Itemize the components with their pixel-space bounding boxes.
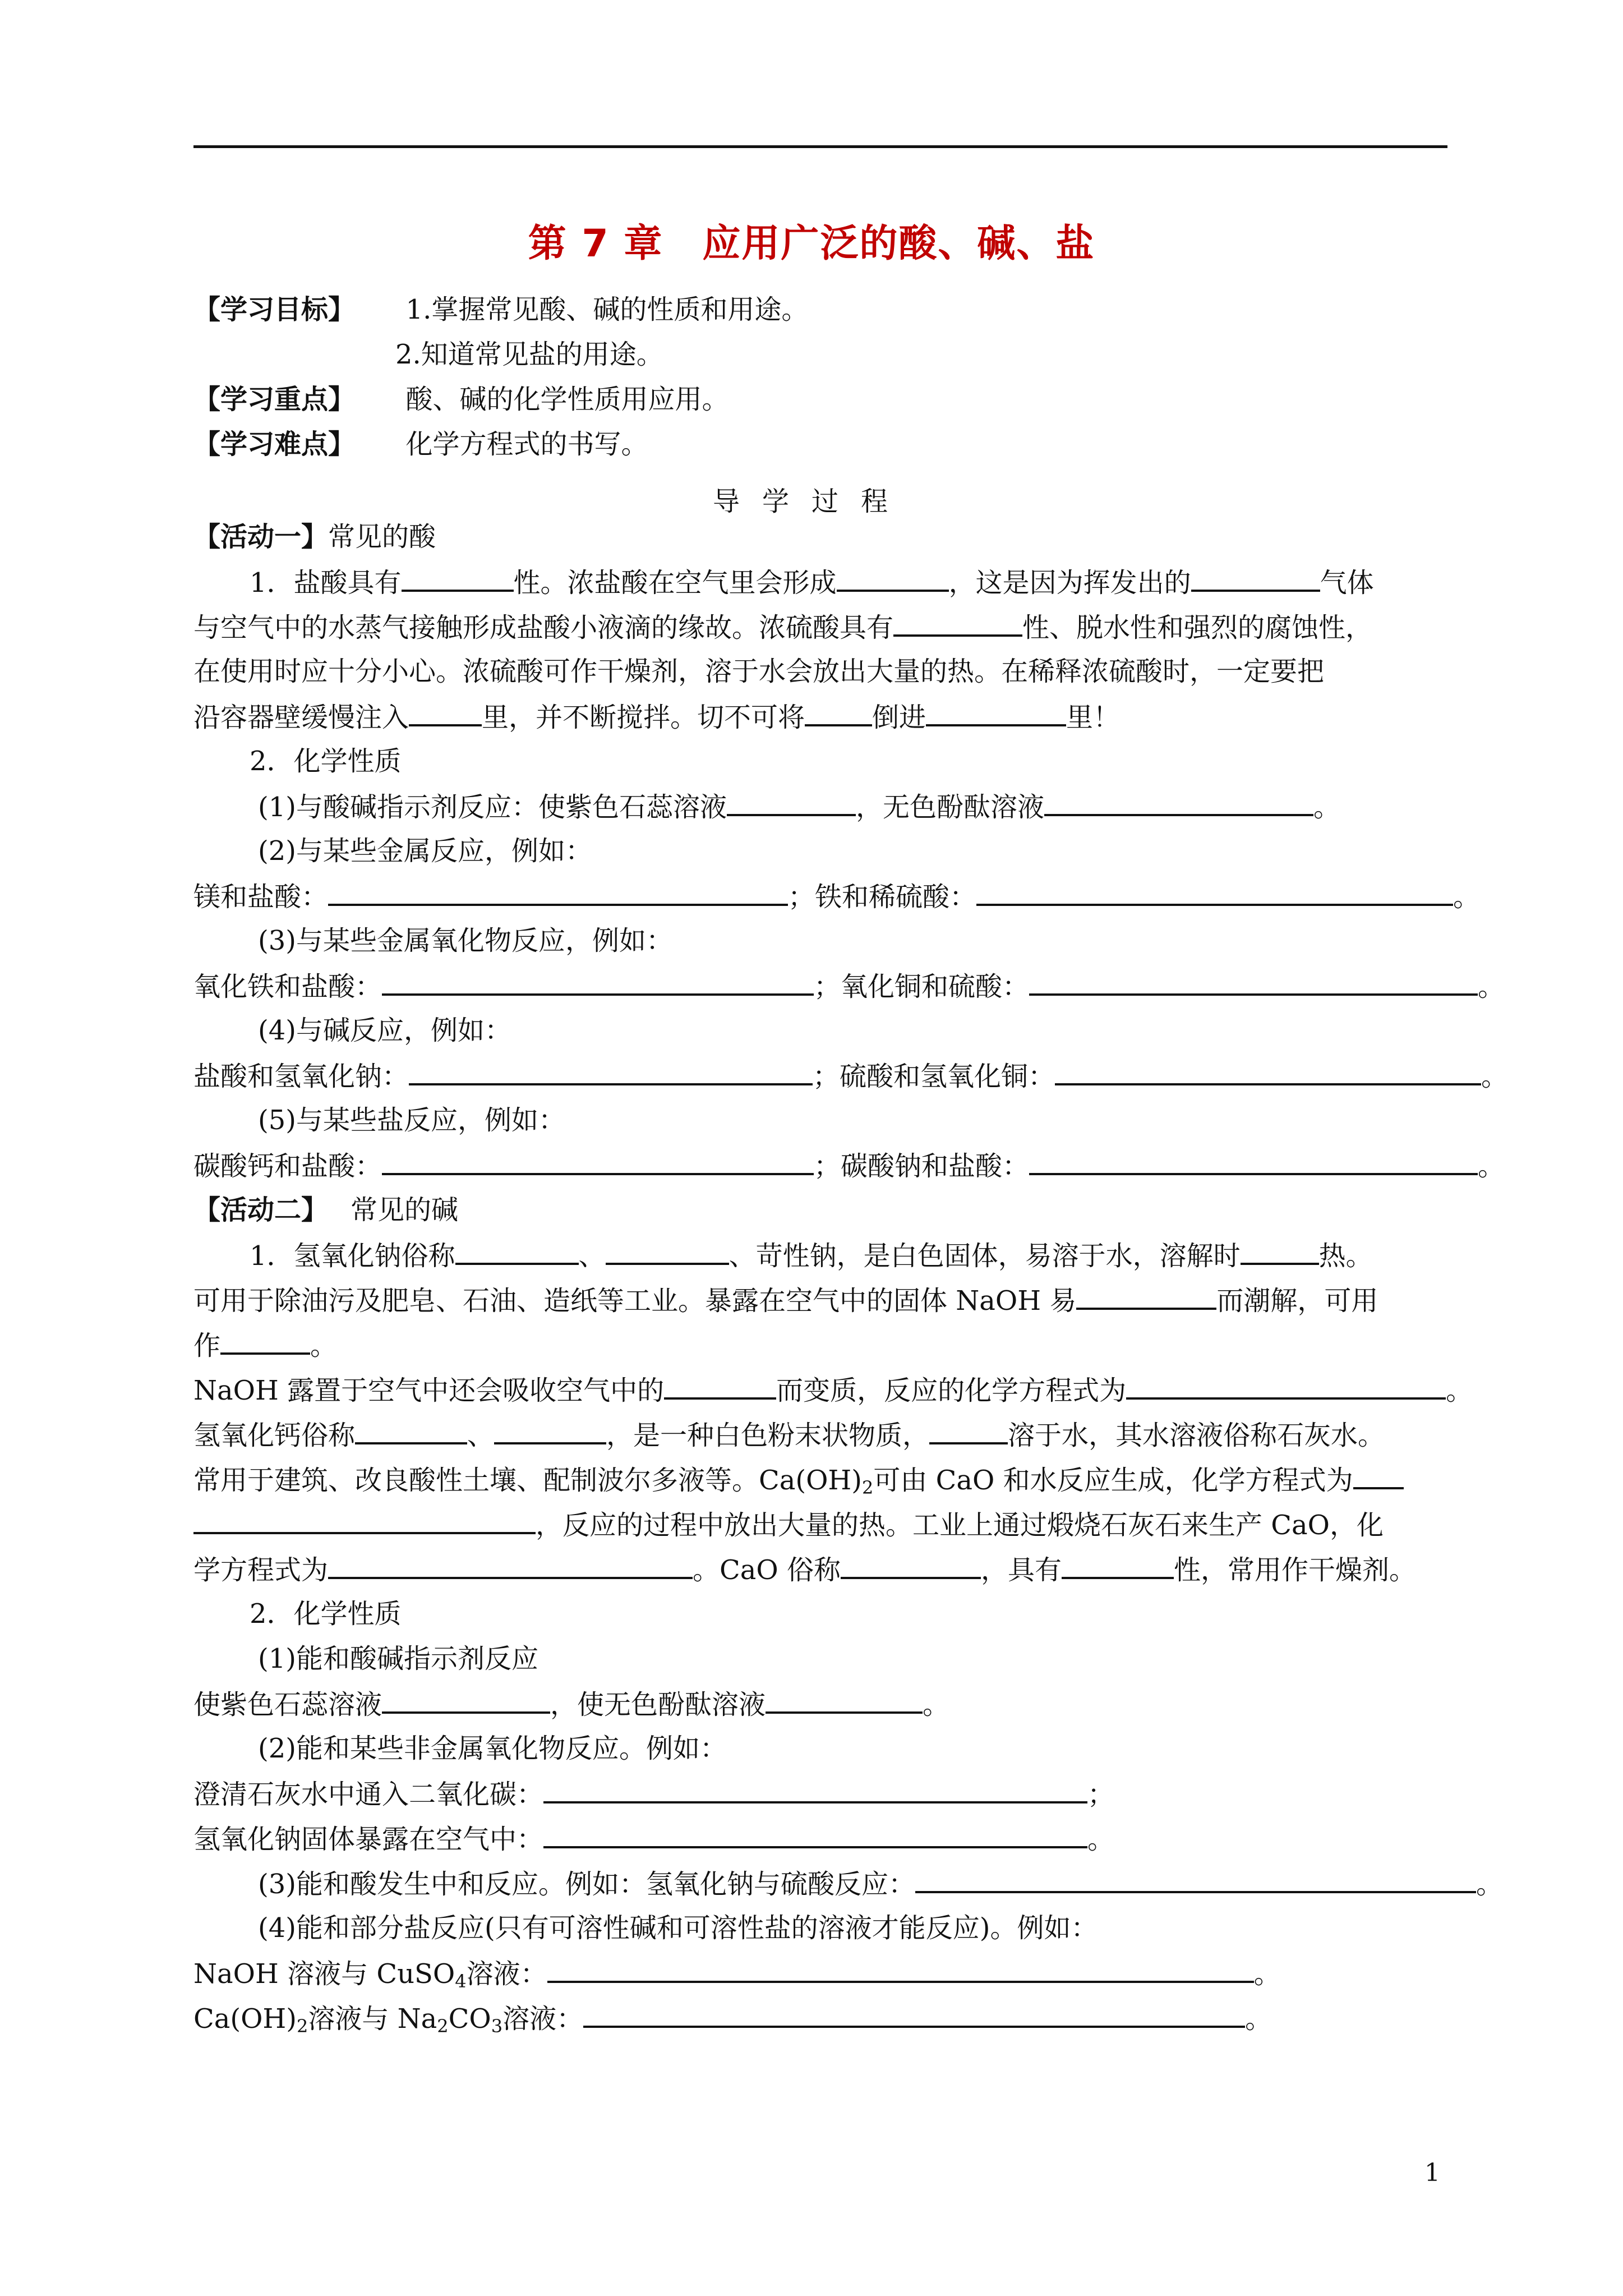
act2-c2-line1: 澄清石灰水中通入二氧化碳： ； bbox=[193, 1775, 1114, 1812]
act1-c4: (4)与碱反应，例如： bbox=[258, 1015, 511, 1046]
act1-c1: (1)与酸碱指示剂反应：使紫色石蕊溶液 ，无色酚酞溶液 。 bbox=[258, 788, 1340, 825]
blank[interactable] bbox=[805, 698, 872, 726]
blank[interactable] bbox=[976, 878, 1453, 906]
act2-c3: (3)能和酸发生中和反应。例如：氢氧化钠与硫酸反应： 。 bbox=[258, 1865, 1503, 1902]
act2-c1-line: 使紫色石蕊溶液 ，使无色酚酞溶液 。 bbox=[193, 1686, 949, 1723]
act1-para1-line1: 1．盐酸具有 性。浓盐酸在空气里会形成 ，这是因为挥发出的 气体 bbox=[250, 564, 1374, 601]
blank[interactable] bbox=[547, 1955, 1254, 1983]
blank[interactable] bbox=[543, 1775, 1087, 1803]
process-heading: 导学过程 bbox=[712, 486, 910, 517]
blank[interactable] bbox=[1126, 1372, 1446, 1400]
blank[interactable] bbox=[841, 1551, 981, 1579]
blank[interactable] bbox=[1029, 1147, 1478, 1175]
difficulty-row bbox=[193, 426, 648, 462]
blank[interactable] bbox=[915, 1865, 1476, 1893]
act2-c4: (4)能和部分盐反应(只有可溶性碱和可溶性盐的溶液才能反应)。例如： bbox=[258, 1912, 1098, 1944]
blank[interactable] bbox=[893, 609, 1022, 637]
blank[interactable] bbox=[837, 564, 949, 592]
goals-label: 【学习目标】 bbox=[193, 294, 356, 325]
act1-c5: (5)与某些盐反应，例如： bbox=[258, 1105, 565, 1136]
activity-1-label: 【活动一】 bbox=[193, 521, 329, 553]
act2-para1-line4: NaOH 露置于空气中还会吸收空气中的 而变质，反应的化学方程式为 。 bbox=[193, 1372, 1473, 1409]
difficulty-label: 【学习难点】 bbox=[193, 429, 356, 460]
blank[interactable] bbox=[494, 1416, 606, 1444]
blank[interactable] bbox=[1055, 1057, 1481, 1085]
act1-c3-examples: 氧化铁和盐酸： ；氧化铜和硫酸： 。 bbox=[193, 968, 1505, 1005]
act2-c2-line2: 氢氧化钠固体暴露在空气中： 。 bbox=[193, 1820, 1114, 1857]
difficulty-text: 化学方程式的书写。 bbox=[405, 429, 648, 460]
chapter-title: 第 7 章 应用广泛的酸、碱、盐 bbox=[528, 222, 1095, 266]
blank[interactable] bbox=[1076, 1282, 1216, 1310]
blank[interactable] bbox=[328, 878, 788, 906]
focus-row bbox=[193, 381, 729, 417]
act2-para1-line6: 常用于建筑、改良酸性土壤、配制波尔多液等。$Ca(OH)_2$可由 CaO 和水反应生成，化学方程式为 bbox=[193, 1461, 1404, 1506]
act1-para1-line4: 沿容器壁缓慢注入 里，并不断搅拌。切不可将 倒进 里！ bbox=[193, 698, 1120, 735]
blank[interactable] bbox=[382, 968, 814, 996]
act2-para1-line2: 可用于除油污及肥皂、石油、造纸等工业。暴露在空气中的固体 NaOH 易 而潮解，可用 bbox=[193, 1282, 1378, 1319]
act1-para1-line3: 在使用时应十分小心。浓硫酸可作干燥剂，溶于水会放出大量的热。在稀释浓硫酸时，一定要把 bbox=[193, 656, 1325, 687]
blank[interactable] bbox=[409, 1057, 813, 1085]
act1-c2-examples: 镁和盐酸： ；铁和稀硫酸： 。 bbox=[193, 878, 1480, 915]
act2-para1-line5: 氢氧化钙俗称 、 ，是一种白色粉末状物质， 溶于水，其水溶液俗称石灰水。 bbox=[193, 1416, 1385, 1453]
top-rule bbox=[193, 145, 1447, 148]
act2-c1: (1)能和酸碱指示剂反应 bbox=[258, 1643, 538, 1674]
focus-label: 【学习重点】 bbox=[193, 384, 356, 415]
act2-para1-line1: 1．氢氧化钠俗称 、 、苛性钠，是白色固体，易溶于水，溶解时 热。 bbox=[250, 1237, 1373, 1274]
goals-row bbox=[193, 292, 808, 328]
blank[interactable] bbox=[355, 1416, 467, 1444]
blank[interactable] bbox=[1062, 1551, 1174, 1579]
blank[interactable] bbox=[727, 788, 856, 816]
blank[interactable] bbox=[382, 1147, 814, 1175]
act1-c4-examples: 盐酸和氢氧化钠： ；硫酸和氢氧化铜： 。 bbox=[193, 1057, 1508, 1094]
blank[interactable] bbox=[328, 1551, 693, 1579]
blank[interactable] bbox=[1241, 1237, 1319, 1265]
activity-2-heading bbox=[193, 1192, 458, 1228]
act1-c2: (2)与某些金属反应，例如： bbox=[258, 835, 592, 867]
act2-chem-heading: 2．化学性质 bbox=[250, 1598, 402, 1630]
blank[interactable] bbox=[606, 1237, 729, 1265]
blank[interactable] bbox=[402, 564, 514, 592]
act1-para1-line2: 与空气中的水蒸气接触形成盐酸小液滴的缘故。浓硫酸具有 性、脱水性和强烈的腐蚀性， bbox=[193, 609, 1372, 646]
blank[interactable] bbox=[1029, 968, 1478, 996]
activity-1-title: 常见的酸 bbox=[328, 521, 436, 553]
act2-para1-line3: 作 。 bbox=[193, 1327, 337, 1364]
activity-2-title: 常见的碱 bbox=[351, 1194, 459, 1226]
blank[interactable] bbox=[1353, 1461, 1404, 1489]
act2-para1-line7: ，反应的过程中放出大量的热。工业上通过煅烧石灰石来生产 CaO，化 bbox=[193, 1506, 1384, 1543]
blank[interactable] bbox=[1191, 564, 1320, 592]
blank[interactable] bbox=[220, 1327, 310, 1355]
act2-c2: (2)能和某些非金属氧化物反应。例如： bbox=[258, 1733, 727, 1764]
blank[interactable] bbox=[926, 698, 1066, 726]
blank[interactable] bbox=[929, 1416, 1008, 1444]
act1-c3: (3)与某些金属氧化物反应，例如： bbox=[258, 925, 673, 956]
act2-para1-line8: 学方程式为 。CaO 俗称 ，具有 性，常用作干燥剂。 bbox=[193, 1551, 1416, 1588]
blank[interactable] bbox=[664, 1372, 776, 1400]
blank[interactable] bbox=[455, 1237, 579, 1265]
blank[interactable] bbox=[382, 1686, 550, 1714]
blank[interactable] bbox=[409, 698, 482, 726]
act2-c4-line2: $Ca(OH)_2$溶液与 $Na_2CO_3$溶液： 。 bbox=[193, 2000, 1272, 2044]
blank[interactable] bbox=[193, 1506, 536, 1534]
blank[interactable] bbox=[543, 1820, 1087, 1848]
blank[interactable] bbox=[1044, 788, 1313, 816]
activity-2-label: 【活动二】 bbox=[193, 1194, 329, 1226]
activity-1-heading bbox=[193, 519, 436, 555]
goal-2: 2.知道常见盐的用途。 bbox=[395, 339, 663, 370]
act1-chem-heading: 2．化学性质 bbox=[250, 746, 402, 777]
page-number: 1 bbox=[1424, 2159, 1440, 2187]
blank[interactable] bbox=[766, 1686, 923, 1714]
act1-c5-examples: 碳酸钙和盐酸： ；碳酸钠和盐酸： 。 bbox=[193, 1147, 1505, 1184]
goal-1: 1.掌握常见酸、碱的性质和用途。 bbox=[405, 294, 809, 325]
act2-c4-line1: NaOH 溶液与 CuSO$_4$溶液： 。 bbox=[193, 1955, 1281, 1999]
focus-text: 酸、碱的化学性质用应用。 bbox=[405, 384, 729, 415]
blank[interactable] bbox=[583, 2000, 1245, 2028]
